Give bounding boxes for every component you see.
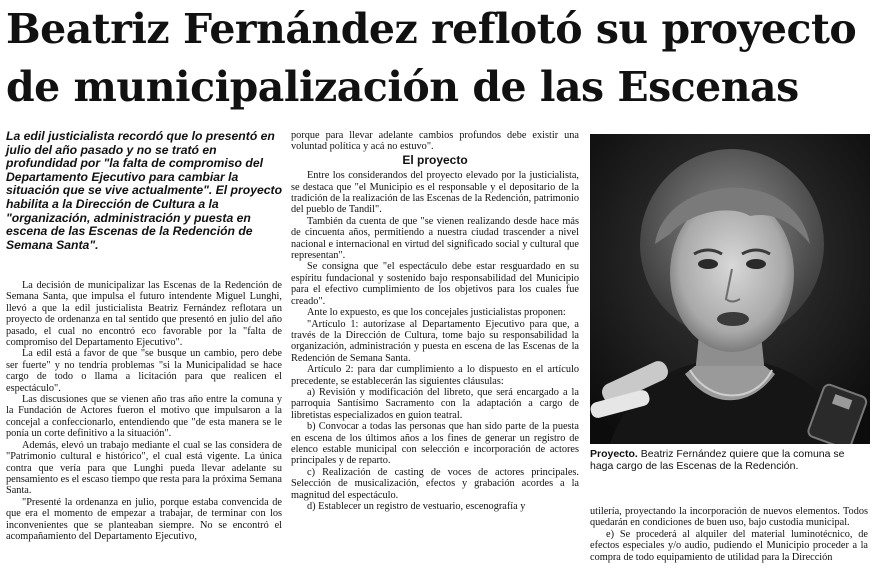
photo	[590, 134, 870, 444]
paragraph: Se consigna que "el espectáculo debe estar resguardado en su espíritu fundacional y sostenido bajo responsabilidad del Municipio para el efectivo cumplimiento de los objetivos para los cuales fue creado".	[291, 261, 579, 307]
headline	[6, 0, 870, 116]
body-column-3	[590, 506, 868, 576]
headline-line-2: de municipalización de las Escenas	[6, 63, 799, 111]
body-column-2	[291, 130, 579, 576]
portrait-illustration	[590, 134, 870, 444]
paragraph: También da cuenta de que "se vienen realizando desde hace más de cincuenta años, permitiendo a nuestra ciudad trascender a nivel nacional e internacional en virtud del significado social y cultural que representan".	[291, 215, 579, 262]
paragraph: c) Realización de casting de voces de actores principales. Selección de musicalización, efectos y grabación acordes a la magnitud del espectáculo.	[291, 466, 579, 501]
paragraph: La edil está a favor de que "se busque un cambio, pero debe ser fuerte" y no tendría problemas "si la Municipalidad se hace cargo de todo o llama a licitación para que realicen el espectáculo".	[6, 348, 282, 394]
paragraph: Artículo 2: para dar cumplimiento a lo dispuesto en el artículo precedente, se establecerán las siguientes cláusulas:	[291, 364, 579, 387]
paragraph: e) Se procederá al alquiler del material luminotécnico, de efectos especiales y/o audio, pudiendo el Municipio proceder a la compra de todo equipamiento de utilidad para la Dirección	[590, 528, 868, 563]
paragraph: b) Convocar a todas las personas que han sido parte de la puesta en escena de los últimos años a los fines de generar un registro de elenco estable municipal con selección e incorporación de actores principales y de reparto.	[291, 421, 579, 467]
headline-line-1: Beatriz Fernández reflotó su proyecto	[6, 5, 857, 53]
paragraph: a) Revisión y modificación del libreto, que será encargado a la parroquia Santísimo Sacramento con la adaptación a cargo de libretistas especializados en guion teatral.	[291, 386, 579, 421]
paragraph: "Presenté la ordenanza en julio, porque estaba convencida de que era el momento de empezar a trabajar, de terminar con los inconvenientes que se planteaban siempre. No se encontró el acompañamiento del Departamento Ejecutivo,	[6, 496, 282, 542]
section-subhead: El proyecto	[402, 152, 468, 167]
photo-caption	[590, 448, 870, 472]
paragraph: Ante lo expuesto, es que los concejales justicialistas proponen:	[307, 307, 566, 319]
caption-text: Beatriz Fernández quiere que la comuna se haga cargo de las Escenas de la Redención.	[590, 448, 845, 472]
paragraph: utilería, proyectando la incorporación de nuevos elementos. Todos quedarán en condiciones de buen uso, bajo custodia municipal.	[590, 506, 868, 529]
paragraph: Además, elevó un trabajo mediante el cual se las considera de "Patrimonio cultural e histórico", el cual está vigente. La única contra que vería para que Lunghi pueda llevar adelante su pensamiento es el escaso tiempo que resta para la próxima Semana Santa.	[6, 439, 282, 497]
paragraph: d) Establecer un registro de vestuario, escenografía y	[307, 501, 526, 512]
paragraph: "Artículo 1: autorízase al Departamento Ejecutivo para que, a través de la Dirección de Cultura, tome bajo su responsabilidad la organización, administración y puesta en escena de las Escenas de la Redención de Semana Santa.	[291, 318, 579, 364]
paragraph: La decisión de municipalizar las Escenas de la Redención de Semana Santa, que impulsa el futuro intendente Miguel Lunghi, llevó a que la edil justicialista Beatriz Fernández reflotara un proyecto de ordenanza en tal sentido que presentó en julio del año pasado, el cual no encontró eco favorable por la "falta de compromiso del Departamento Ejecutivo".	[6, 280, 282, 349]
body-column-1	[6, 280, 282, 576]
paragraph: porque para llevar adelante cambios profundos debe existir una voluntad política y acá no estuvo".	[291, 130, 579, 153]
lead-paragraph: La edil justicialista recordó que lo presentó en julio del año pasado y no se trató en profundidad por "la falta de compromiso del Departamento Ejecutivo para cambiar la situación que se vive actualmente". El proyecto habilita a la Dirección de Cultura a la "organización, administración y puesta en escena de las Escenas de la Redención de Semana Santa".	[6, 129, 283, 252]
paragraph: Entre los considerandos del proyecto elevado por la justicialista, se destaca que "el Municipio es el responsable y el depositario de la tradición de la realización de las Escenas de la Redención, patrimonio del pueblo de Tandil".	[291, 170, 579, 216]
caption-label: Proyecto.	[590, 448, 638, 460]
paragraph: Las discusiones que se vienen año tras año entre la comuna y la Fundación de Actores fueron el motivo que impulsaron a la concejal a confeccionarlo, entendiendo que "de esta manera se le ponía un corte definitivo a la situación".	[6, 394, 282, 440]
